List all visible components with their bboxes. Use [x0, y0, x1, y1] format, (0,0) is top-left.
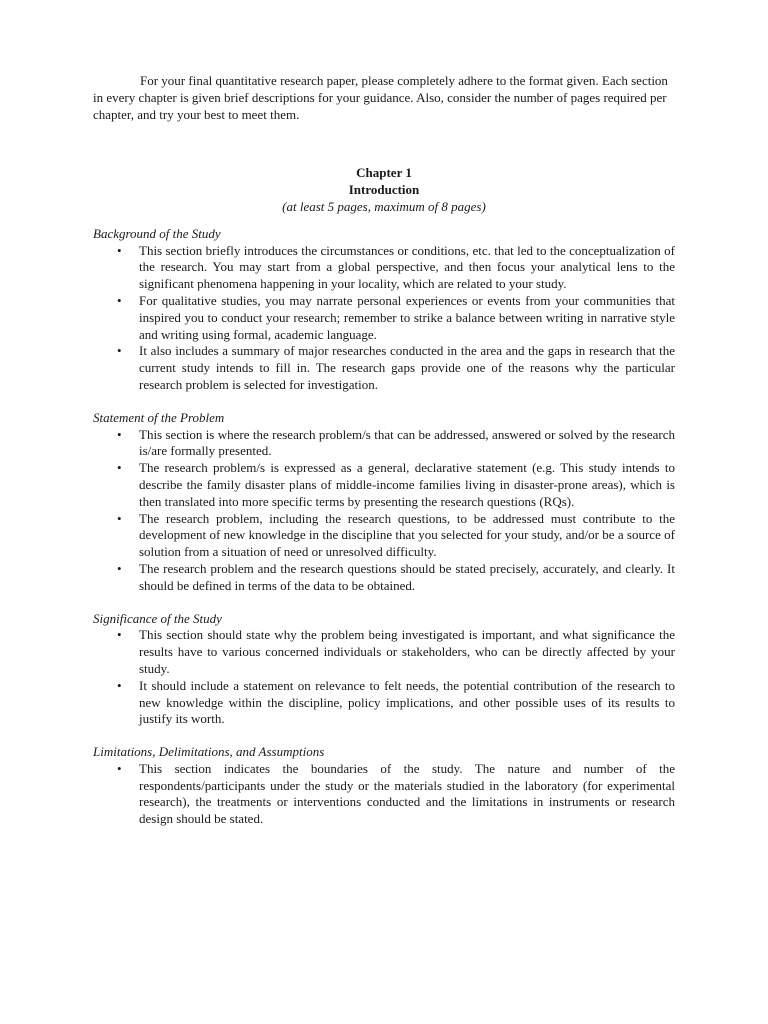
- bullet-text: The research problem, including the research questions, to be addressed must contribute to the development of new knowledge in the discipline that you selected for your study, and/or be a source of solution from a situation of need or unresolved difficulty.: [139, 510, 675, 560]
- bullet-marker: •: [117, 760, 122, 776]
- bullet-text: It also includes a summary of major researches conducted in the area and the gaps in research that the current study intends to fill in. The research gaps provide one of the reasons why the particular research problem is selected for investigation.: [139, 343, 675, 392]
- chapter-heading: [93, 165, 675, 215]
- bullet-item: [93, 243, 675, 293]
- bullet-text: This section should state why the problem being investigated is important, and what significance the results have to various concerned individuals or stakeholders, who can be directly affected by your study.: [139, 627, 675, 676]
- section-title: Limitations, Delimitations, and Assumptions: [93, 744, 325, 760]
- bullet-marker: •: [117, 292, 122, 308]
- sections-container: [93, 226, 675, 828]
- bullet-list: [93, 761, 675, 828]
- bullet-item: [93, 343, 675, 393]
- section-title: Statement of the Problem: [93, 409, 225, 425]
- chapter-page-note: (at least 5 pages, maximum of 8 pages): [282, 198, 486, 214]
- section-title: Background of the Study: [93, 225, 221, 241]
- bullet-item: [93, 293, 675, 343]
- bullet-item: [93, 511, 675, 561]
- bullet-list: [93, 427, 675, 595]
- intro-paragraph: For your final quantitative research paper, please completely adhere to the format given. Each section in every chapter is given brief descriptions for your guidance. Also, consider the number of pages required per chapter, and try your best to meet them.: [93, 73, 668, 122]
- bullet-marker: •: [117, 560, 122, 576]
- bullet-item: [93, 627, 675, 677]
- bullet-list: [93, 627, 675, 728]
- bullet-marker: •: [117, 460, 122, 476]
- section: [93, 226, 675, 394]
- section: [93, 744, 675, 828]
- bullet-text: This section is where the research problem/s that can be addressed, answered or solved by the research is/are formally presented.: [139, 426, 675, 459]
- bullet-item: [93, 678, 675, 728]
- bullet-list: [93, 243, 675, 394]
- bullet-text: This section indicates the boundaries of the study. The nature and number of the respondents/participants under the study or the materials studied in the laboratory (for experimental research), the treatments or interventions conducted and the limitations in instruments or research design should be stated.: [139, 760, 675, 827]
- bullet-marker: •: [117, 510, 122, 526]
- bullet-text: For qualitative studies, you may narrate personal experiences or events from your communities that inspired you to conduct your research; remember to strike a balance between writing in narrative style and writing using formal, academic language.: [139, 292, 675, 342]
- bullet-marker: •: [117, 627, 122, 643]
- bullet-item: [93, 561, 675, 595]
- bullet-marker: •: [117, 426, 122, 442]
- bullet-item: [93, 761, 675, 828]
- document-page: [93, 73, 675, 828]
- chapter-number: Chapter 1: [356, 165, 412, 181]
- bullet-item: [93, 427, 675, 461]
- bullet-marker: •: [117, 242, 122, 258]
- bullet-marker: •: [117, 343, 122, 359]
- bullet-marker: •: [117, 677, 122, 693]
- chapter-title: Introduction: [348, 182, 420, 198]
- bullet-text: The research problem and the research questions should be stated precisely, accurately, and clearly. It should be defined in terms of the data to be obtained.: [139, 560, 675, 593]
- bullet-text: It should include a statement on relevance to felt needs, the potential contribution of the research to new knowledge within the discipline, policy implications, and other possible uses of its results to justify its worth.: [139, 677, 675, 727]
- bullet-item: [93, 460, 675, 510]
- bullet-text: This section briefly introduces the circumstances or conditions, etc. that led to the conceptualization of the research. You may start from a global perspective, and then focus your analytical lens to the significant phenomena happening in your locality, which are related to your study.: [139, 242, 675, 292]
- bullet-text: The research problem/s is expressed as a general, declarative statement (e.g. This study intends to describe the family disaster plans of middle-income families living in disaster-prone areas), which is then translated into more specific terms by presenting the research questions (RQs).: [139, 460, 675, 509]
- section: [93, 410, 675, 595]
- section: [93, 611, 675, 729]
- section-title: Significance of the Study: [93, 610, 222, 626]
